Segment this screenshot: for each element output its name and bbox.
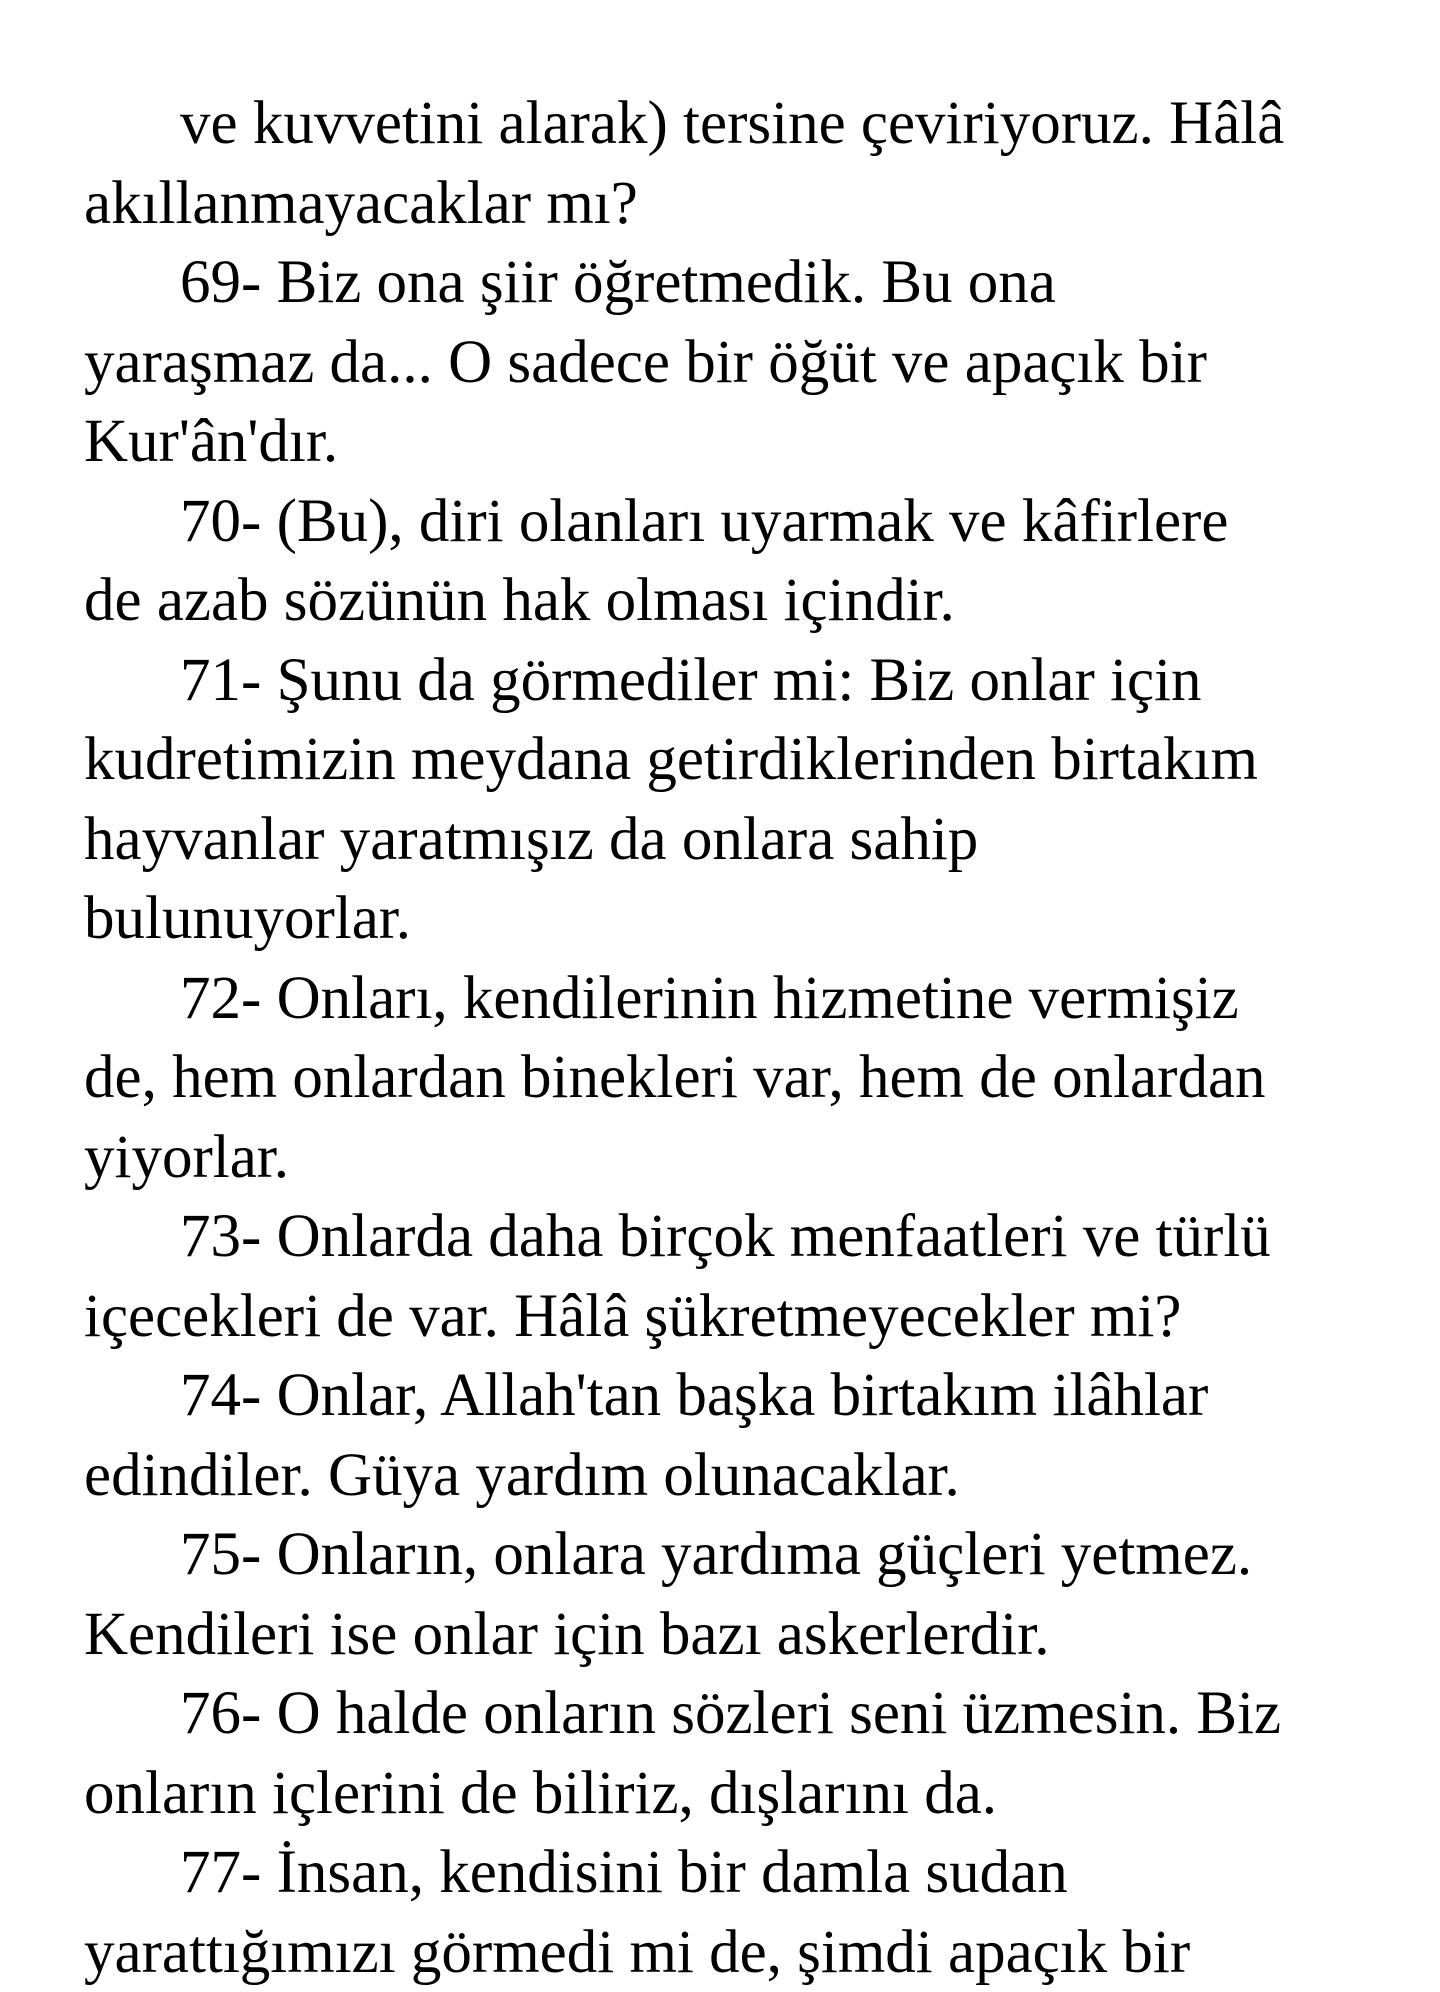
text-line: kudretimizin meydana getirdiklerinden birtakım <box>84 720 1384 800</box>
text-line: bulunuyorlar. <box>84 879 1384 959</box>
text-line: de, hem onlardan binekleri var, hem de onlardan <box>84 1038 1384 1118</box>
text-line: 71- Şunu da görmediler mi: Biz onlar için <box>84 641 1384 721</box>
text-line: 69- Biz ona şiir öğretmedik. Bu ona <box>84 243 1384 323</box>
text-line: içecekleri de var. Hâlâ şükretmeyecekler mi? <box>84 1277 1384 1357</box>
text-line: ve kuvvetini alarak) tersine çeviriyoruz. Hâlâ <box>84 84 1384 164</box>
document-page <box>84 84 1384 1992</box>
text-line: 74- Onlar, Allah'tan başka birtakım ilâhlar <box>84 1356 1384 1436</box>
text-line: Kur'ân'dır. <box>84 402 1384 482</box>
text-line: onların içlerini de biliriz, dışlarını da. <box>84 1754 1384 1834</box>
text-line: yarattığımızı görmedi mi de, şimdi apaçık bir <box>84 1913 1384 1992</box>
text-line: yiyorlar. <box>84 1118 1384 1198</box>
text-line: 72- Onları, kendilerinin hizmetine vermişiz <box>84 959 1384 1039</box>
text-line: hayvanlar yaratmışız da onlara sahip <box>84 800 1384 880</box>
text-line: akıllanmayacaklar mı? <box>84 164 1384 244</box>
text-line: yaraşmaz da... O sadece bir öğüt ve apaçık bir <box>84 323 1384 403</box>
text-line: 73- Onlarda daha birçok menfaatleri ve türlü <box>84 1197 1384 1277</box>
text-line: 75- Onların, onlara yardıma güçleri yetmez. <box>84 1515 1384 1595</box>
text-line: Kendileri ise onlar için bazı askerlerdir. <box>84 1595 1384 1675</box>
text-line: de azab sözünün hak olması içindir. <box>84 561 1384 641</box>
text-line: 77- İnsan, kendisini bir damla sudan <box>84 1833 1384 1913</box>
text-line: edindiler. Güya yardım olunacaklar. <box>84 1436 1384 1516</box>
text-line: 76- O halde onların sözleri seni üzmesin. Biz <box>84 1674 1384 1754</box>
text-line: 70- (Bu), diri olanları uyarmak ve kâfirlere <box>84 482 1384 562</box>
